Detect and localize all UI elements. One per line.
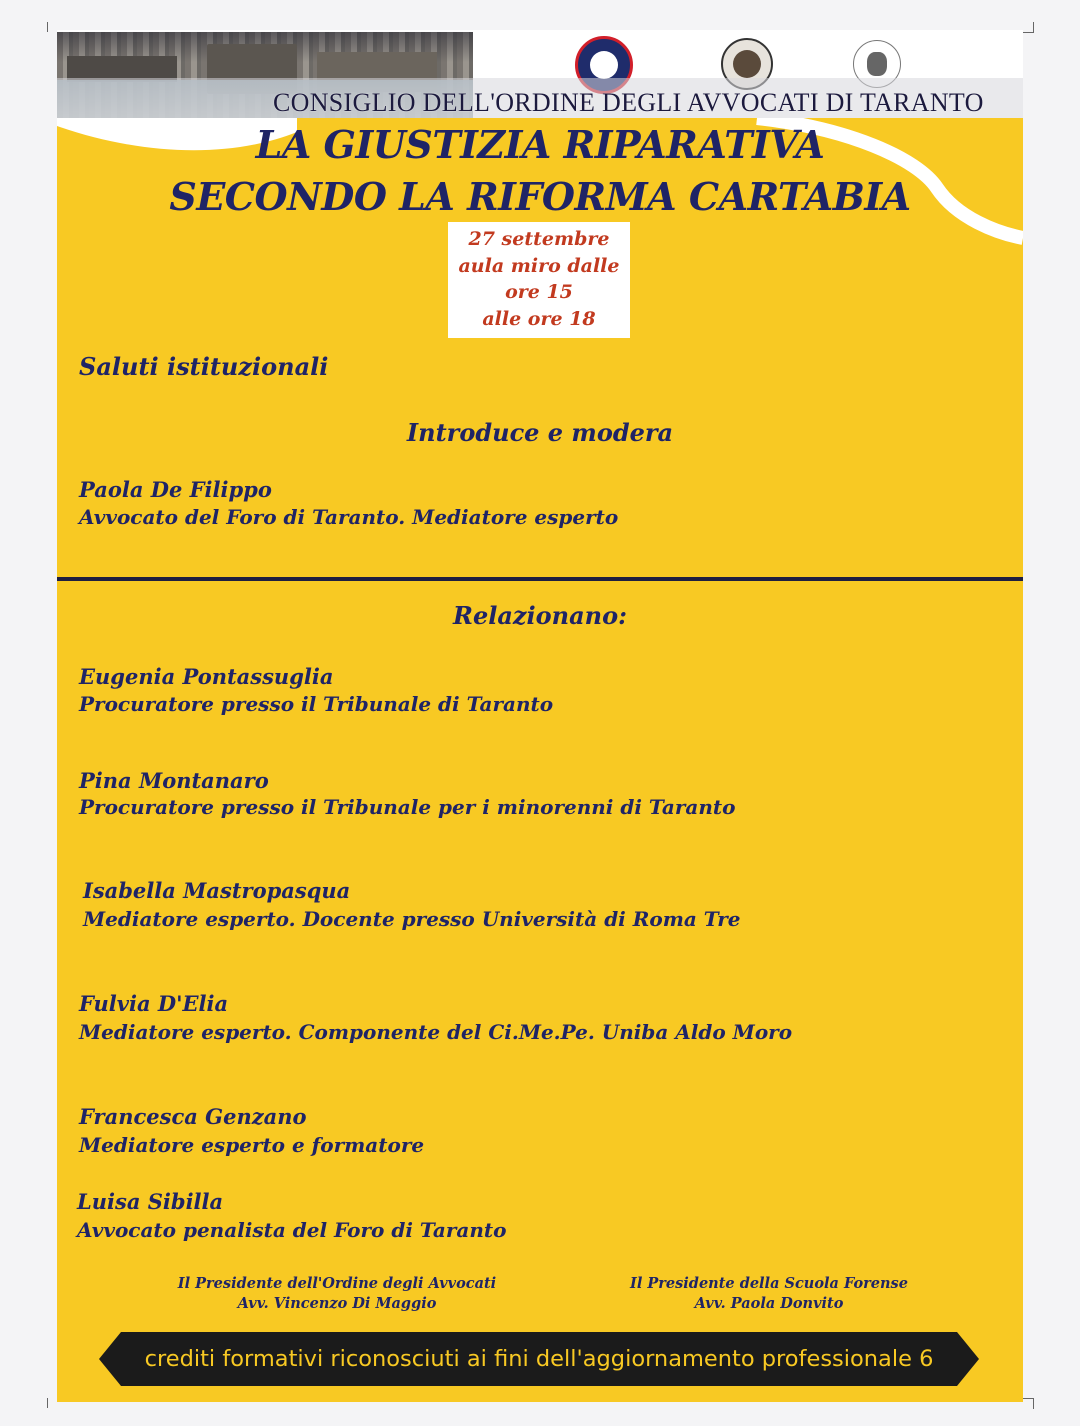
date-box [448,222,630,338]
speaker-name: Isabella Mastropasqua [83,878,351,903]
speakers-heading: Relazionano: [453,601,627,630]
credits-banner-text: crediti formativi riconosciuti ai fini dell'aggiornamento professionale 6 [144,1346,934,1372]
crop-mark-bottom-right [1023,1398,1034,1409]
date-line-4: alle ore 18 [482,307,596,330]
signature-left-title: Il Presidente dell'Ordine degli Avvocati [177,1275,497,1292]
speaker-name: Pina Montanaro [79,768,269,793]
signature-right [559,1274,979,1314]
date-line-2: aula miro dalle [458,254,620,277]
title-line-2: SECONDO LA RIFORMA CARTABIA [169,174,911,219]
greetings-heading: Saluti istituzionali [79,352,329,381]
moderator-name: Paola De Filippo [79,477,272,502]
speaker-role: Mediatore esperto e formatore [79,1133,425,1157]
title-line-1: LA GIUSTIZIA RIPARATIVA [255,122,825,167]
moderator-role: Avvocato del Foro di Taranto. Mediatore esperto [79,505,619,529]
speaker-name: Francesca Genzano [79,1104,307,1129]
date-line-1: 27 settembre [468,228,610,250]
signature-left-name: Avv. Vincenzo Di Maggio [237,1295,437,1312]
crop-mark-top-right [1023,22,1034,33]
speaker-name: Luisa Sibilla [77,1189,224,1214]
speaker-role: Avvocato penalista del Foro di Taranto [77,1218,507,1242]
speaker-role: Mediatore esperto. Componente del Ci.Me.Pe. Uniba Aldo Moro [79,1020,793,1044]
signature-left [127,1274,547,1314]
section-divider [57,577,1023,581]
speaker-name: Fulvia D'Elia [79,991,229,1016]
moderator-heading: Introduce e modera [406,418,674,447]
speaker-role: Procuratore presso il Tribunale per i minorenni di Taranto [79,795,736,819]
speaker-role: Procuratore presso il Tribunale di Taranto [79,692,554,716]
council-name: CONSIGLIO DELL'ORDINE DEGLI AVVOCATI DI TARANTO [273,88,984,117]
speaker-name: Eugenia Pontassuglia [79,664,334,689]
speaker-role: Mediatore esperto. Docente presso Università di Roma Tre [83,907,741,931]
poster [57,30,1023,1402]
date-line-3: ore 15 [505,281,573,303]
signature-right-name: Avv. Paola Donvito [694,1295,844,1312]
signature-right-title: Il Presidente della Scuola Forense [630,1275,908,1292]
